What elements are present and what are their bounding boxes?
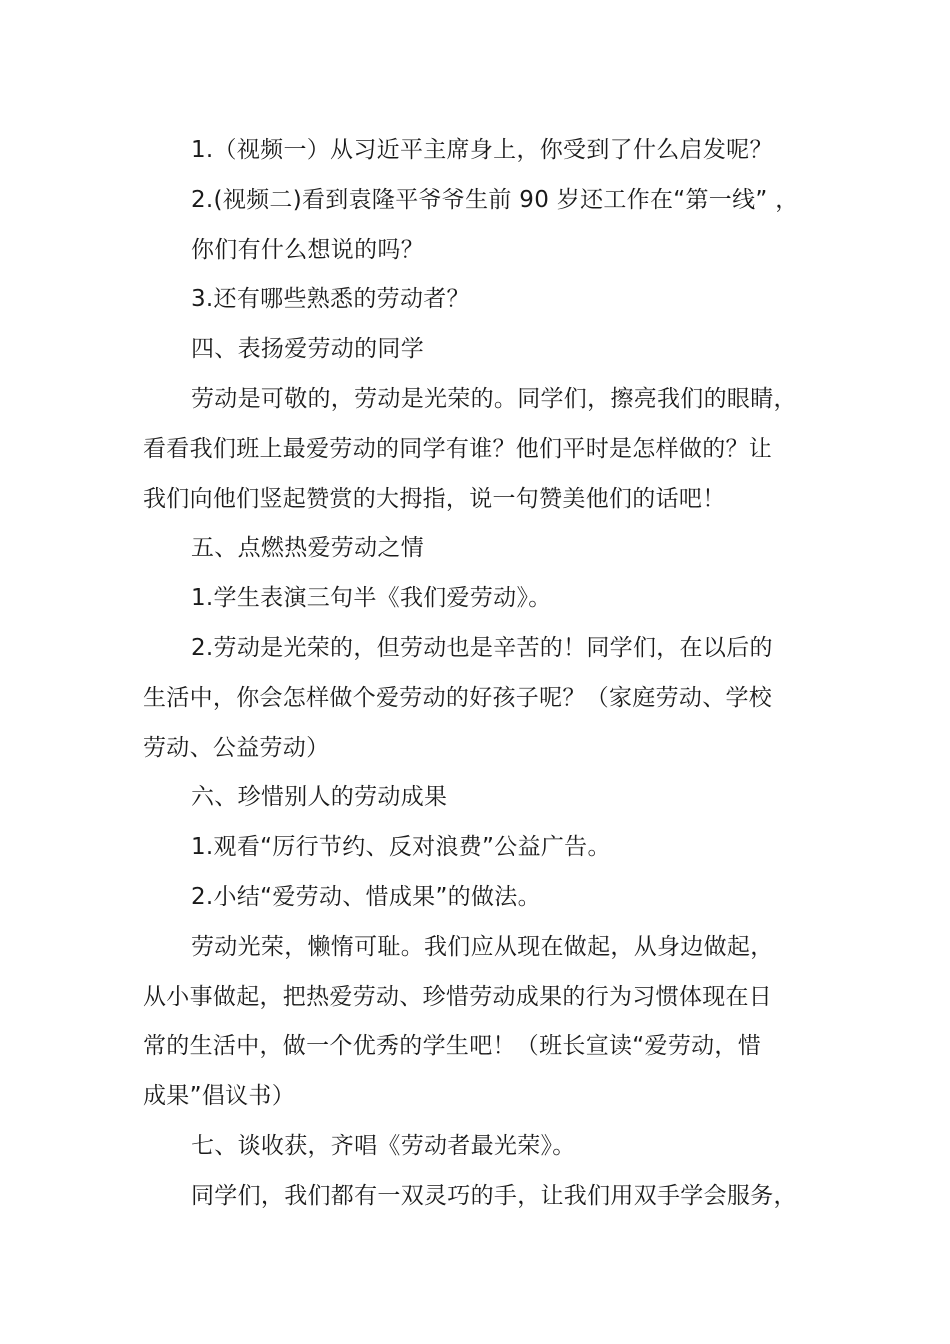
text-line-q2: 2.(视频二)看到袁隆平爷爷生前 90 岁还工作在“第一线” ， [191, 186, 799, 213]
paragraph-line: 生活中，你会怎样做个爱劳动的好孩子呢？（家庭劳动、学校 [143, 684, 773, 711]
paragraph-line: 看看我们班上最爱劳动的同学有谁？他们平时是怎样做的？让 [143, 435, 773, 462]
paragraph-line: 从小事做起，把热爱劳动、珍惜劳动成果的行为习惯体现在日 [143, 983, 773, 1010]
section-heading-5: 五、点燃热爱劳动之情 [191, 535, 424, 562]
paragraph-line: 劳动是可敬的，劳动是光荣的。同学们，擦亮我们的眼睛， [191, 385, 797, 412]
document-body [143, 126, 833, 1222]
text-line-q1: 1.（视频一）从习近平主席身上，你受到了什么启发呢？ [191, 137, 773, 163]
section-heading-4: 四、表扬爱劳动的同学 [191, 336, 424, 363]
section-heading-7: 七、谈收获，齐唱《劳动者最光荣》。 [191, 1132, 576, 1159]
paragraph-line: 劳动光荣，懒惰可耻。我们应从现在做起，从身边做起， [191, 933, 774, 960]
list-item: 1.学生表演三句半《我们爱劳动》。 [191, 585, 552, 612]
list-item: 2.小结“爱劳动、惜成果”的做法。 [191, 883, 541, 910]
paragraph-line: 常的生活中，做一个优秀的学生吧！（班长宣读“爱劳动，惜 [143, 1033, 762, 1060]
section-heading-6: 六、珍惜别人的劳动成果 [191, 784, 448, 811]
paragraph-line: 成果”倡议书） [143, 1083, 296, 1110]
list-item: 2.劳动是光荣的，但劳动也是辛苦的！同学们，在以后的 [191, 634, 773, 661]
text-line-q2-cont: 你们有什么想说的吗？ [191, 236, 424, 263]
paragraph-line: 同学们，我们都有一双灵巧的手，让我们用双手学会服务， [191, 1182, 797, 1209]
list-item: 1.观看“厉行节约、反对浪费”公益广告。 [191, 834, 611, 861]
paragraph-line: 我们向他们竖起赞赏的大拇指，说一句赞美他们的话吧！ [143, 485, 726, 512]
paragraph-line: 劳动、公益劳动） [143, 734, 330, 761]
text-line-q3: 3.还有哪些熟悉的劳动者？ [191, 286, 470, 313]
